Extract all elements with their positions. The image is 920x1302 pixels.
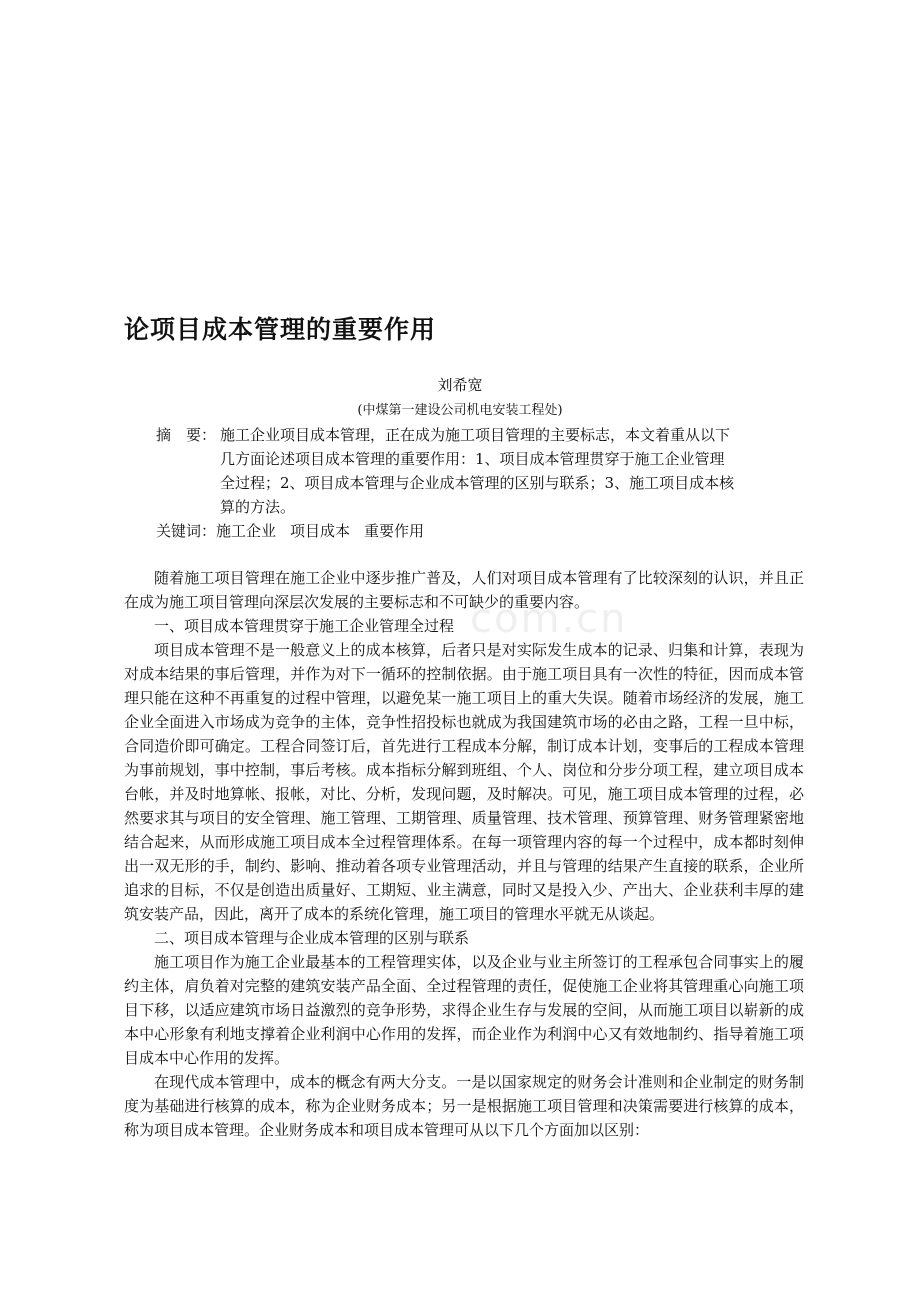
keywords-label: 关键词： xyxy=(156,522,217,540)
abstract-block xyxy=(156,423,776,519)
abstract-line: 施工企业项目成本管理，正在成为施工项目管理的主要标志，本文着重从以下 xyxy=(220,426,731,444)
abstract-line: 全过程；2、项目成本管理与企业成本管理的区别与联系；3、施工项目成本核 xyxy=(220,474,735,492)
author-affiliation: (中煤第一建设公司机电安装工程处) xyxy=(357,403,563,418)
body-paragraph: 施工项目作为施工企业最基本的工程管理实体，以及企业与业主所签订的工程承包合同事实上的履约主体，肩负着对完整的建筑安装产品全面、全过程管理的责任，促使施工企业将其管理重心向施工项目下移，以适应建筑市场日益激烈的竞争形势，求得企业生存与发展的空间，从而施工项目以崭新的成本中心形象有利地支撑着企业利润中心作用的发挥，而企业作为利润中心又有效地制约、指导着施工项目成本中心作用的发挥。 xyxy=(124,953,804,1067)
watermark: com.cn xyxy=(470,596,628,642)
abstract-line: 几方面论述项目成本管理的重要作用：1、项目成本管理贯穿于施工企业管理 xyxy=(220,450,725,468)
abstract-line: 算的方法。 xyxy=(220,498,296,516)
author-name: 刘希宽 xyxy=(437,376,483,394)
section-heading: 二、项目成本管理与企业成本管理的区别与联系 xyxy=(154,929,470,947)
keyword: 施工企业 xyxy=(216,522,277,540)
keyword: 项目成本 xyxy=(290,522,351,540)
article-title: 论项目成本管理的重要作用 xyxy=(124,315,437,344)
section-heading: 一、项目成本管理贯穿于施工企业管理全过程 xyxy=(154,617,455,635)
abstract-text xyxy=(220,423,768,519)
body-paragraph: 在现代成本管理中，成本的概念有两大分支。一是以国家规定的财务会计准则和企业制定的财务制度为基础进行核算的成本，称为企业财务成本；另一是根据施工项目管理和决策需要进行核算的成本，称为项目成本管理。企业财务成本和项目成本管理可从以下几个方面加以区别： xyxy=(124,1073,804,1139)
keyword: 重要作用 xyxy=(364,522,425,540)
intro-paragraph: 随着施工项目管理在施工企业中逐步推广普及，人们对项目成本管理有了比较深刻的认识，并且正在成为施工项目管理向深层次发展的主要标志和不可缺少的重要内容。 xyxy=(124,569,804,611)
keywords-block xyxy=(156,519,438,543)
body-paragraph: 项目成本管理不是一般意义上的成本核算，后者只是对实际发生成本的记录、归集和计算，表现为对成本结果的事后管理，并作为对下一循环的控制依据。由于施工项目具有一次性的特征，因而成本管理只能在这种不再重复的过程中管理，以避免某一施工项目上的重大失误。随着市场经济的发展，施工企业全面进入市场成为竞争的主体，竞争性招投标也就成为我国建筑市场的必由之路，工程一旦中标，合同造价即可确定。工程合同签订后，首先进行工程成本分解，制订成本计划，变事后的工程成本管理为事前规划，事中控制，事后考核。成本指标分解到班组、个人、岗位和分步分项工程，建立项目成本台帐，并及时地算帐、报帐，对比、分析，发现问题，及时解决。可见，施工项目成本管理的过程，必然要求其与项目的安全管理、施工管理、工期管理、质量管理、技术管理、预算管理、财务管理紧密地结合起来，从而形成施工项目成本全过程管理体系。在每一项管理内容的每一个过程中，成本都时刻伸出一双无形的手，制约、影响、推动着各项专业管理活动，并且与管理的结果产生直接的联系，企业所追求的目标，不仅是创造出质量好、工期短、业主满意，同时又是投入少、产出大、企业获利丰厚的建筑安装产品，因此，离开了成本的系统化管理，施工项目的管理水平就无从谈起。 xyxy=(124,641,804,923)
article-body xyxy=(124,566,804,1142)
abstract-label: 摘 要： xyxy=(156,426,217,444)
